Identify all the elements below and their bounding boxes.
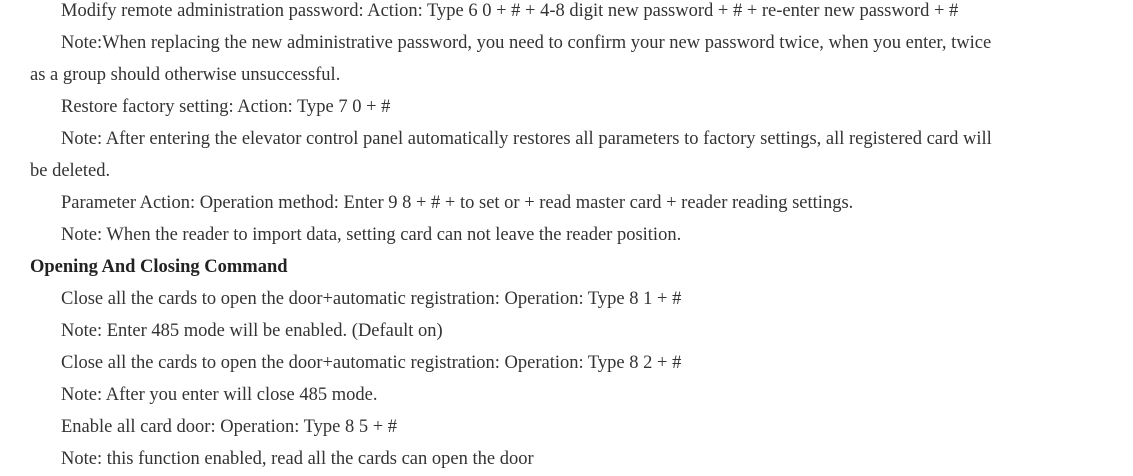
paragraph-line: Note: Enter 485 mode will be enabled. (Default on) xyxy=(61,321,443,341)
paragraph-line: Note: After entering the elevator control panel automatically restores all parameters to factory settings, all registered card will xyxy=(61,129,992,149)
paragraph-line: be deleted. xyxy=(30,161,111,181)
paragraph-line: Close all the cards to open the door+automatic registration: Operation: Type 8 2 + # xyxy=(61,353,682,373)
paragraph-line: Parameter Action: Operation method: Enter 9 8 + # + to set or + read master card + reader reading settings. xyxy=(61,193,854,213)
paragraph-line: Restore factory setting: Action: Type 7 0 + # xyxy=(61,97,391,117)
paragraph-line: Note: When the reader to import data, setting card can not leave the reader position. xyxy=(61,225,682,245)
paragraph-line: Modify remote administration password: Action: Type 6 0 + # + 4-8 digit new password + # + re-enter new password + # xyxy=(61,1,959,21)
paragraph-line: Close all the cards to open the door+automatic registration: Operation: Type 8 1 + # xyxy=(61,289,682,309)
paragraph-line: Note: this function enabled, read all the cards can open the door xyxy=(61,449,534,469)
paragraph-line: Note:When replacing the new administrative password, you need to confirm your new password twice, when you enter, twice xyxy=(61,33,992,53)
paragraph-line: as a group should otherwise unsuccessful. xyxy=(30,65,341,85)
paragraph-line: Enable all card door: Operation: Type 8 5 + # xyxy=(61,417,398,437)
section-heading: Opening And Closing Command xyxy=(30,257,288,277)
paragraph-line: Note: After you enter will close 485 mode. xyxy=(61,385,378,405)
